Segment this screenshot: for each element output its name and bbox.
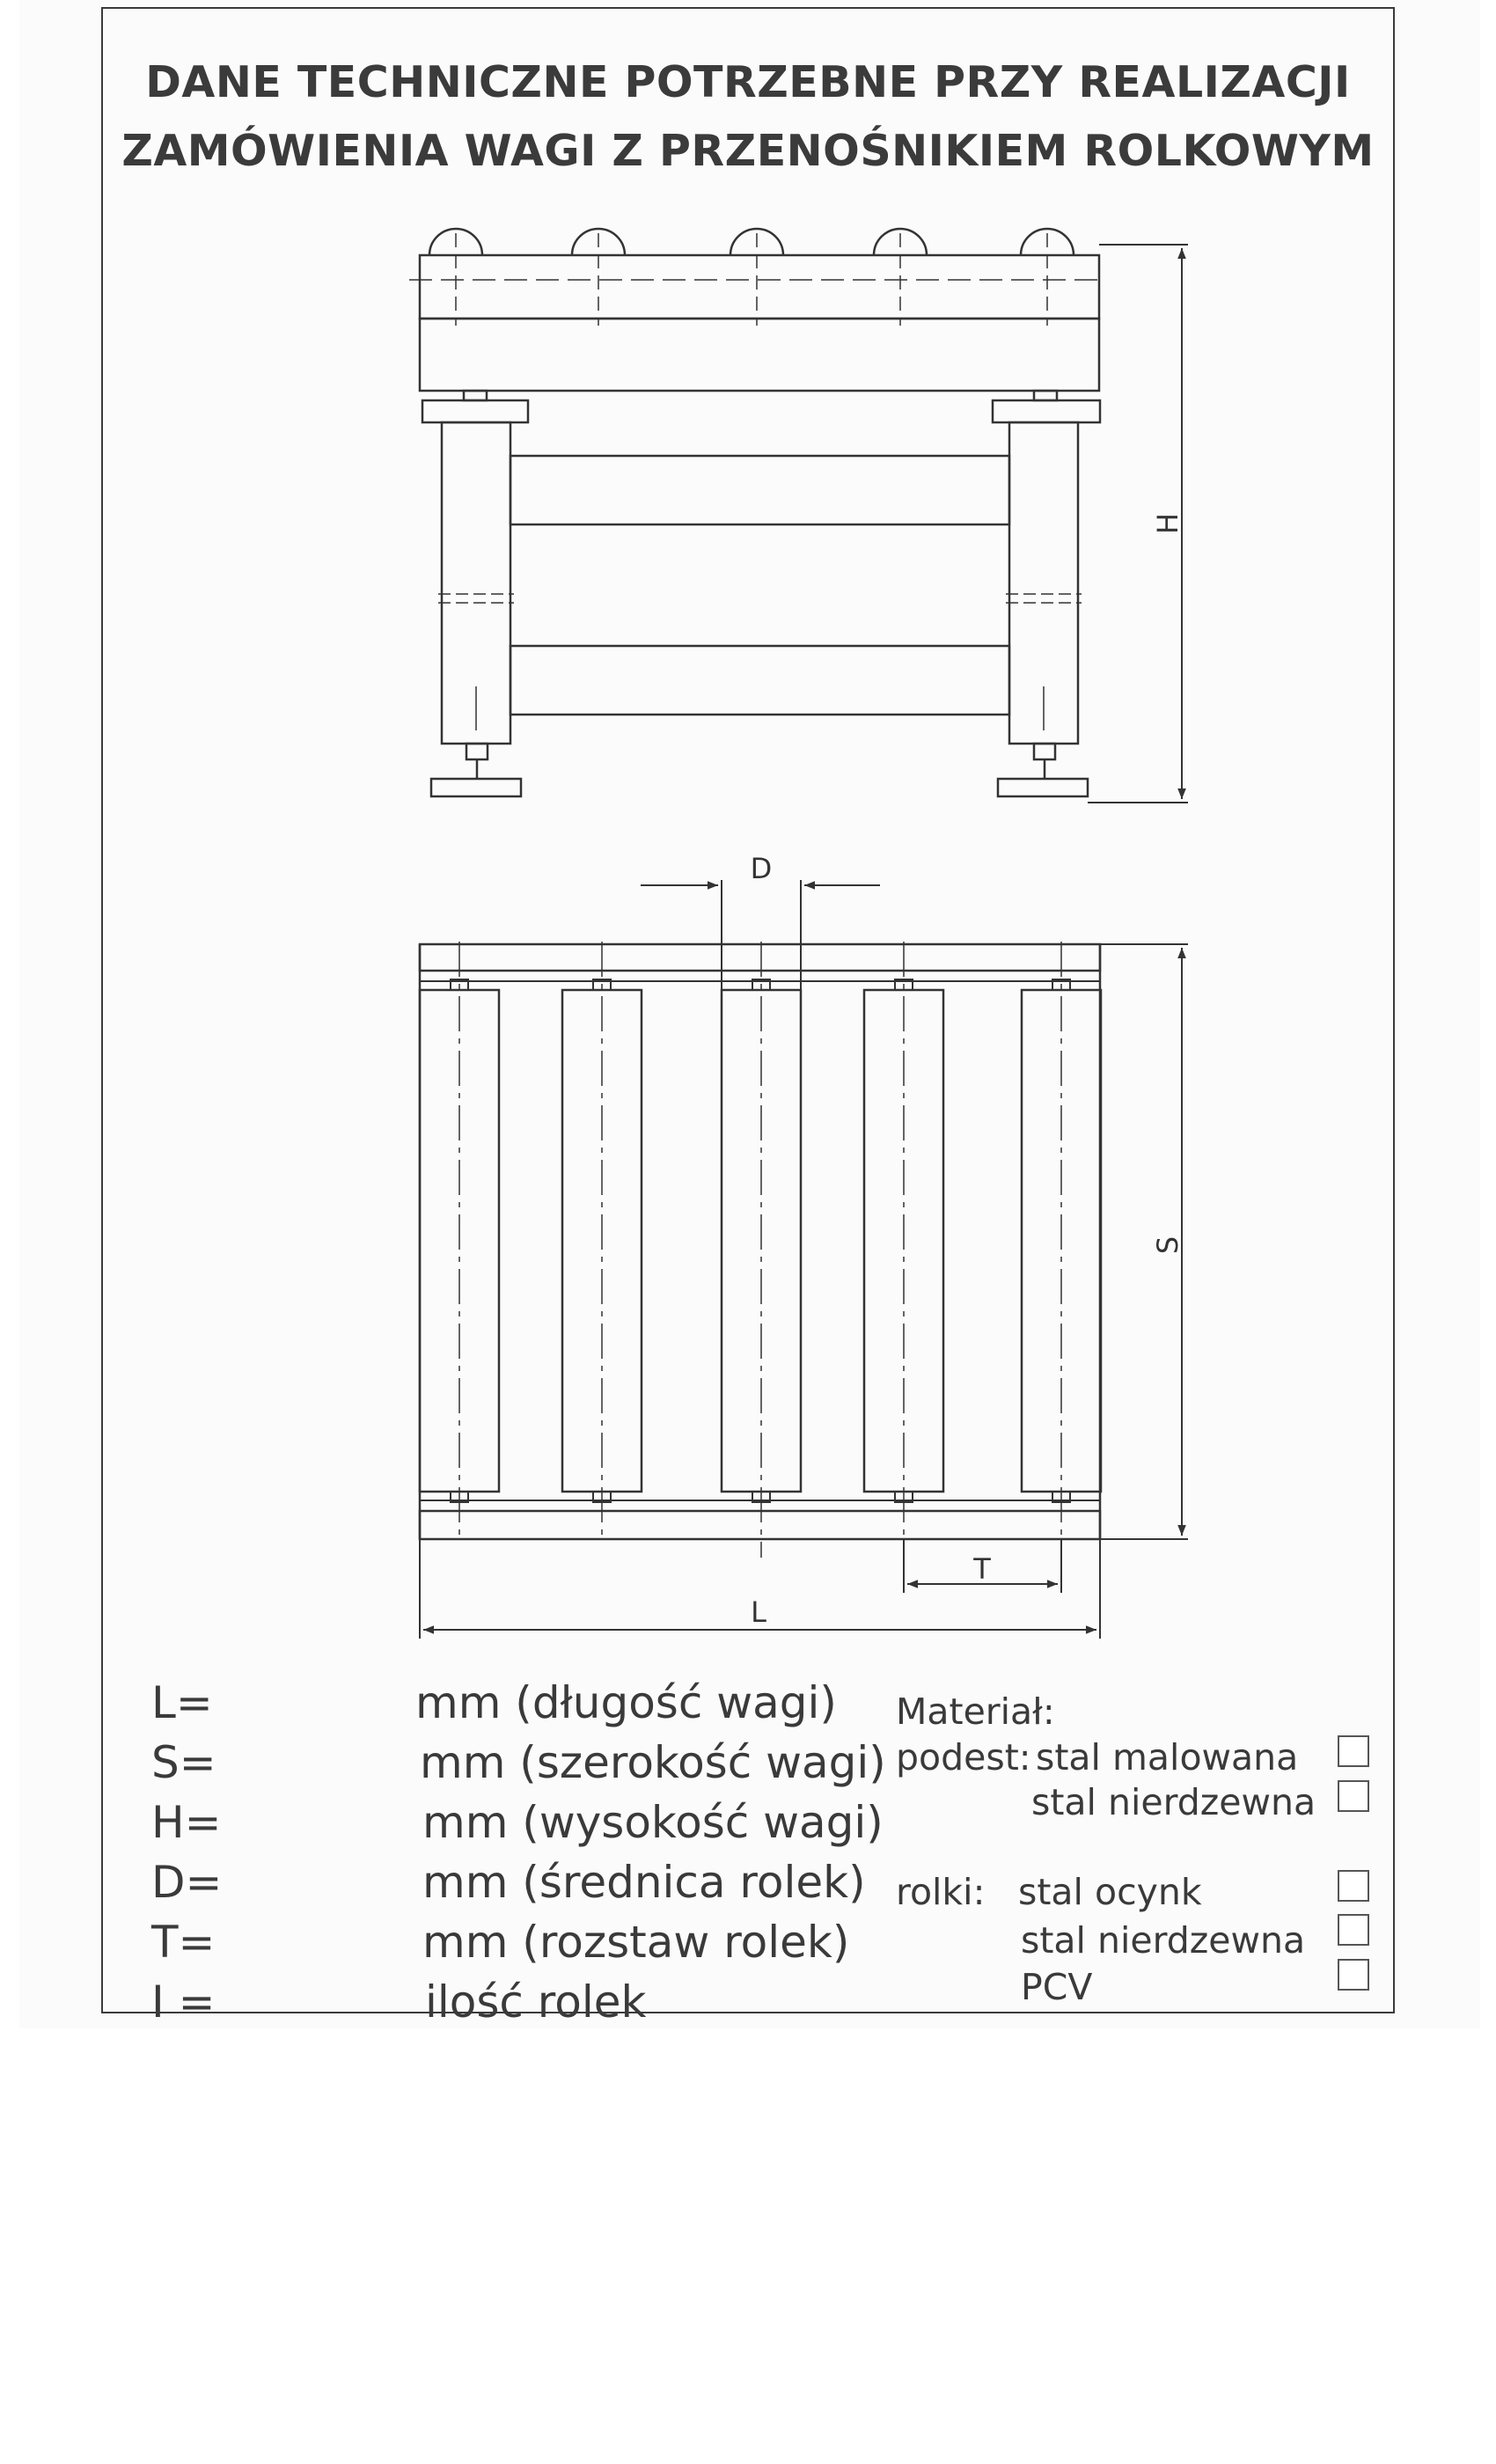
roller-option-stainless-label: stal nierdzewna: [1021, 1919, 1306, 1962]
label-t: T: [973, 1552, 991, 1586]
title-line-2: ZAMÓWIENIA WAGI Z PRZENOŚNIKIEM ROLKOWYM: [121, 126, 1375, 176]
spec-desc-t: mm (rozstaw rolek): [422, 1917, 850, 1968]
roller-galvanized-checkbox[interactable]: [1338, 1870, 1369, 1902]
rollers-label: rolki:: [896, 1871, 986, 1913]
platform-stainless-checkbox[interactable]: [1338, 1780, 1369, 1812]
side-mount-right: [993, 400, 1100, 422]
side-crossbar-upper: [510, 456, 1009, 524]
roller-stainless-checkbox[interactable]: [1338, 1914, 1369, 1946]
platform-label: podest:: [896, 1736, 1031, 1778]
top-view: [420, 880, 1188, 1639]
spec-desc-i: ilość rolek: [425, 1976, 647, 2028]
spec-symbol-t: T=: [151, 1917, 216, 1968]
side-foot-left: [431, 779, 521, 796]
side-foot-right: [998, 779, 1088, 796]
top-rollers: [420, 990, 1101, 1492]
spec-symbol-d: D=: [151, 1857, 223, 1908]
side-rollers: [429, 229, 1074, 326]
platform-option-painted-label: stal malowana: [1036, 1736, 1299, 1778]
side-top-rail: [420, 255, 1099, 319]
side-mount-left: [422, 400, 528, 422]
side-view: [409, 229, 1188, 803]
roller-pvc-checkbox[interactable]: [1338, 1959, 1369, 1991]
spec-symbol-h: H=: [151, 1797, 222, 1848]
spec-symbol-i: I =: [151, 1976, 216, 2028]
roller-option-galvanized-label: stal ocynk: [1018, 1871, 1202, 1913]
spec-desc-s: mm (szerokość wagi): [420, 1737, 886, 1788]
spec-desc-h: mm (wysokość wagi): [422, 1797, 884, 1848]
roller-option-pvc-label: PCV: [1021, 1966, 1093, 2008]
label-d: D: [750, 852, 773, 885]
label-l: L: [751, 1595, 766, 1629]
material-heading: Materiał:: [896, 1690, 1055, 1733]
title-line-1: DANE TECHNICZNE POTRZEBNE PRZY REALIZACJI: [145, 57, 1351, 107]
spec-symbol-l: L=: [151, 1677, 213, 1728]
label-h: H: [1151, 512, 1184, 535]
platform-painted-checkbox[interactable]: [1338, 1735, 1369, 1767]
side-frame-beam: [420, 319, 1099, 391]
top-rail-upper: [420, 944, 1100, 971]
side-crossbar-lower: [510, 646, 1009, 715]
top-rail-lower: [420, 1511, 1100, 1539]
spec-desc-d: mm (średnica rolek): [422, 1857, 866, 1908]
spec-desc-l: mm (długość wagi): [415, 1677, 837, 1728]
spec-symbol-s: S=: [151, 1737, 216, 1788]
platform-option-stainless-label: stal nierdzewna: [1031, 1781, 1316, 1823]
label-s: S: [1151, 1236, 1184, 1255]
